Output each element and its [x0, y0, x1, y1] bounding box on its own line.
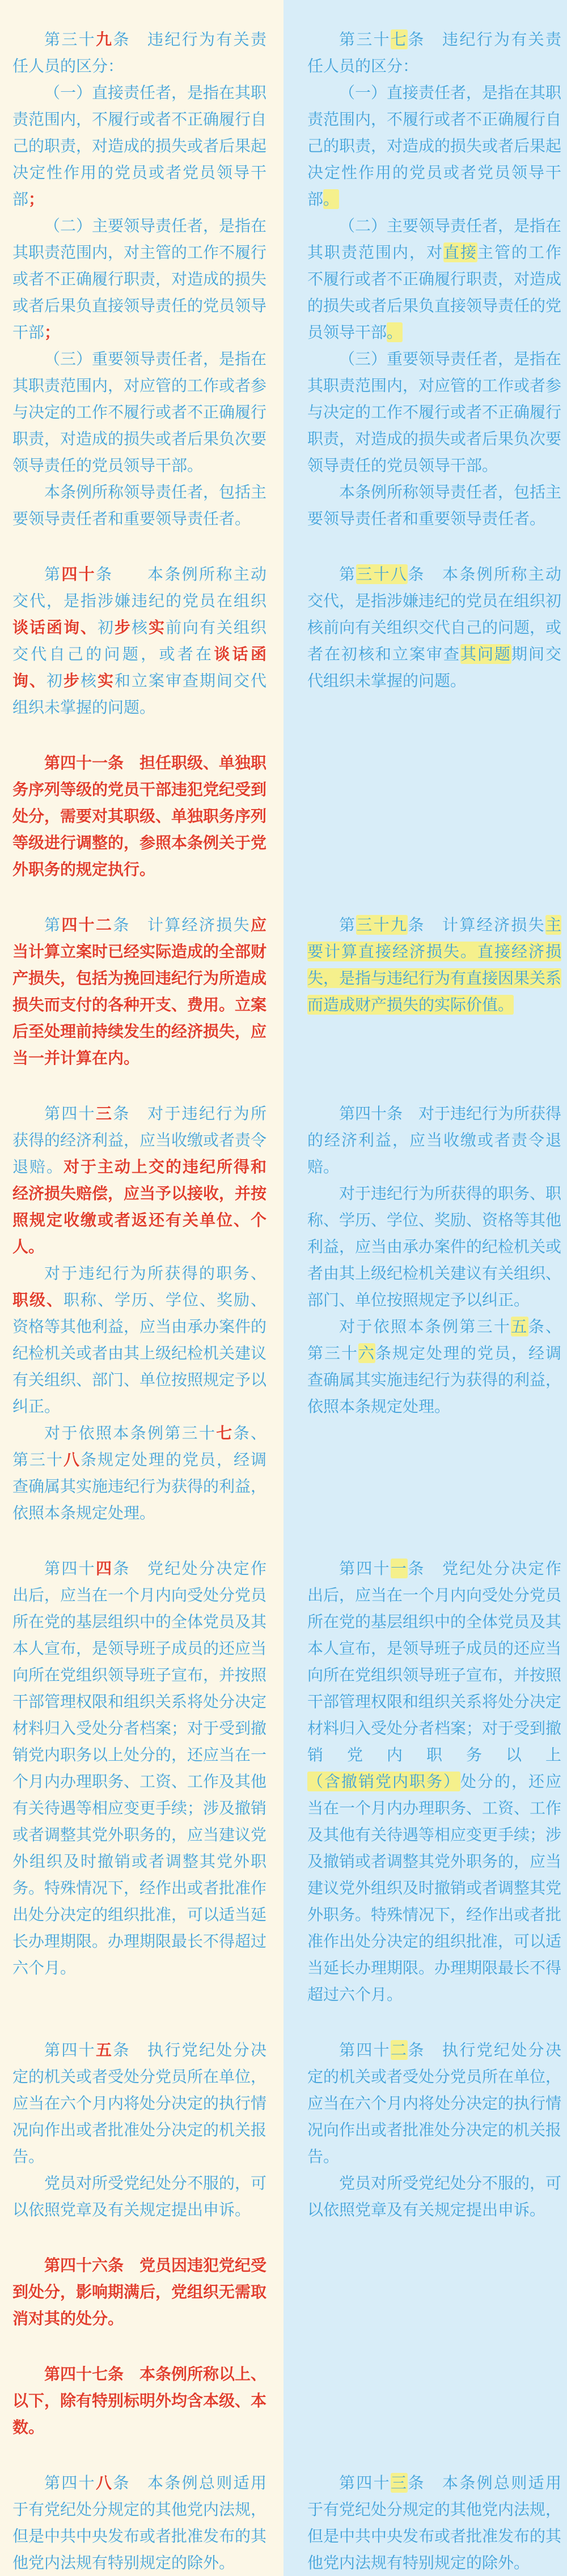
text-run: 条 执行党纪处分决定的机关或者受处分党员所在单位，应当在六个月内将处分决定的执行情况向作出或者批准处分决定的机关报告。 — [307, 2041, 562, 2165]
text-run: 条规定处理的党员，经调查确属其实施违纪行为获得的利益，依照本条规定处理。 — [12, 1451, 267, 1522]
article-new-47 — [12, 2361, 284, 2441]
removed-text-highlight: 三 — [391, 2474, 408, 2492]
removed-text-highlight: 。 — [323, 190, 340, 208]
paragraph — [12, 2252, 266, 2332]
text-run: （二）主要领导责任者，是指在其职责范围内，对 — [307, 217, 562, 261]
text-run: 条 违纪行为有关责任人员的区分： — [307, 31, 561, 75]
paragraph — [12, 2037, 266, 2170]
text-run: 对于依照本条例第三十 — [339, 1318, 511, 1335]
added-text-run: ； — [28, 190, 45, 208]
text-run: 第四十 — [44, 1105, 96, 1122]
added-text-run: 第四十七条 本条例所称以上、以下，除有特别标明外均含本级、本数。 — [12, 2365, 267, 2436]
removed-text-highlight: 二 — [391, 2041, 408, 2059]
removed-text-highlight: 三十八 — [356, 565, 408, 583]
text-run: 条 本条例所称主动交代，是指涉嫌违纪的党员在组织初核前向有关组织交代自己的问题，或者在初核和立案审查 — [307, 565, 562, 663]
text-run: 第三十 — [44, 31, 96, 48]
text-run: 处分的，还应当在一个月内办理职务、工资、工作及其他有关待遇等相应变更手续；涉及撤销或者调整其党外职务的，应当建议党外组织及时撤销或者调整其党外职务。特殊情况下，经作出或者批准作出处分决定的组织批准，可以适当延长办理期限。办理期限最长不得超过六个月。 — [307, 1773, 562, 2003]
article-new-46 — [12, 2252, 284, 2332]
text-run: 条 对于违纪行为所获得的经济利益，应当收缴或者责令退赔。 — [12, 1105, 267, 1176]
paragraph — [307, 346, 561, 479]
paragraph — [12, 2469, 266, 2576]
text-run: 第 — [44, 565, 62, 583]
text-run: 期间交代组织未掌握的问题。 — [307, 645, 561, 689]
paragraph — [307, 479, 561, 532]
text-run: 第 — [339, 916, 357, 934]
right-column-cell — [284, 2252, 567, 2361]
left-column-cell — [0, 2361, 284, 2469]
text-run: （三）重要领导责任者，是指在其职责范围内，对应管的工作或者参与决定的工作不履行或者不正确履行职责，对造成的损失或者后果负次要领导责任的党员领导干部。 — [12, 350, 267, 474]
left-column-cell — [0, 912, 284, 1100]
added-text-run: 八 — [64, 1451, 81, 1468]
paragraph — [12, 212, 266, 346]
article-new-39 — [12, 26, 284, 532]
paragraph — [307, 912, 561, 1018]
text-run: 职称、学历、学位、奖励、资格等其他利益，应当由承办案件的纪检机关或者由其上级纪检机关建议有关组织、部门、单位按照规定予以纠正。 — [12, 1291, 267, 1415]
article-old-42 — [307, 2037, 567, 2223]
text-run: （一）直接责任者，是指在其职责范围内，不履行或者不正确履行自己的职责，对造成的损失或者后果起决定性作用的党员或者党员领导干部 — [307, 84, 562, 208]
text-run: 核 — [81, 672, 98, 689]
text-run: 条 党纪处分决定作出后，应当在一个月内向受处分党员所在党的基层组织中的全体党员及其本人宣布，是领导班子成员的还应当向所在党组织领导班子宣布，并按照干部管理权限和组织关系将处分决定材料归入受处分者档案；对于受到撤销党内职务以上 — [307, 1560, 562, 1764]
text-run: 初 — [46, 672, 64, 689]
added-text-run: 谈话函询、 — [12, 619, 98, 636]
removed-text-highlight: 。 — [387, 323, 403, 341]
article-new-43 — [12, 1100, 284, 1526]
added-text-run: 四 — [96, 1560, 113, 1577]
removed-text-highlight: （含撤销党内职务） — [307, 1773, 460, 1790]
added-text-run: 应当计算立案时已经实际造成的全部财产损失，包括为挽回违纪行为所造成损失而支付的各种开支、费用。立案后至处理前持续发生的经济损失，应当一并计算在内。 — [12, 916, 267, 1067]
paragraph — [307, 2037, 561, 2170]
paragraph — [307, 561, 561, 694]
right-column-cell — [284, 2037, 567, 2252]
right-column-cell — [284, 0, 567, 561]
text-run: 条 计算经济损失 — [408, 916, 545, 934]
paragraph — [12, 1100, 266, 1260]
added-text-run: 谈话函询、 — [12, 645, 266, 689]
article-old-39 — [307, 912, 567, 1018]
text-run: （一）直接责任者，是指在其职责范围内，不履行或者不正确履行自己的职责，对造成的损失或者后果起决定性作用的党员或者党员领导干部 — [12, 84, 267, 208]
added-text-run: 第四十一条 担任职级、单独职务序列等级的党员干部违犯党纪受到处分，需要对其职级、单独职务序列等级进行调整的，参照本条例关于党外职务的规定执行。 — [12, 754, 267, 878]
text-run: 第四十 — [44, 2474, 96, 2492]
right-column-cell — [284, 1100, 567, 1555]
text-run: 本条例所称领导责任者，包括主要领导责任者和重要领导责任者。 — [307, 483, 562, 527]
text-run: 第 — [44, 916, 62, 934]
text-run: 第四十 — [44, 2041, 96, 2059]
added-text-run: 三 — [96, 1105, 113, 1122]
removed-text-highlight: 三十九 — [356, 916, 408, 934]
added-text-run: 步 — [64, 672, 81, 689]
article-new-48 — [12, 2469, 284, 2576]
text-run: （二）主要领导责任者，是指在其职责范围内，对主管的工作不履行或者不正确履行职责，对造成的损失或者后果负直接领导责任的党员领导干部 — [12, 217, 267, 341]
removed-text-highlight: 五 — [511, 1318, 528, 1335]
text-run: 本条例所称领导责任者，包括主要领导责任者和重要领导责任者。 — [12, 483, 267, 527]
right-column-cell — [284, 750, 567, 912]
right-column-cell — [284, 2469, 567, 2576]
left-column-cell — [0, 750, 284, 912]
paragraph — [12, 1555, 266, 1981]
text-run: 第四十 — [339, 2041, 391, 2059]
added-text-run: 八 — [96, 2474, 113, 2492]
added-text-run: 四十二 — [61, 916, 113, 934]
added-text-run: 实 — [98, 672, 115, 689]
paragraph — [12, 2361, 266, 2441]
text-run: 初 — [97, 619, 115, 636]
paragraph — [12, 1260, 266, 1420]
left-column-cell — [0, 0, 284, 561]
paragraph — [12, 912, 266, 1071]
text-run: （三）重要领导责任者，是指在其职责范围内，对应管的工作或者参与决定的工作不履行或者不正确履行职责，对造成的损失或者后果负次要领导责任的党员领导干部。 — [307, 350, 562, 474]
added-text-run: 实 — [148, 619, 166, 636]
added-text-run: ； — [44, 323, 61, 341]
paragraph — [12, 79, 266, 212]
text-run: 党员对所受党纪处分不服的，可以依照党章及有关规定提出申诉。 — [307, 2174, 562, 2219]
article-new-41 — [12, 750, 284, 883]
paragraph — [12, 346, 266, 479]
removed-text-highlight: 六 — [358, 1344, 375, 1362]
text-run: 条 本条例总则适用于有党纪处分规定的其他党内法规，但是中共中央发布或者批准发布的其他党内法规有特别规定的除外。 — [307, 2474, 562, 2571]
text-run: 条 本条例总则适用于有党纪处分规定的其他党内法规，但是中共中央发布或者批准发布的其他党内法规有特别规定的除外。 — [12, 2474, 267, 2571]
article-new-42 — [12, 912, 284, 1071]
text-run: 第四十 — [339, 2474, 391, 2492]
text-run: 条 计算经济损失 — [113, 916, 251, 934]
added-text-run: 九 — [96, 31, 113, 48]
paragraph — [307, 1313, 561, 1420]
paragraph — [307, 26, 561, 79]
left-column-cell — [0, 561, 284, 750]
text-run: 核 — [131, 619, 149, 636]
paragraph — [307, 212, 561, 346]
text-run: 第三十 — [339, 31, 391, 48]
text-run: 条 违纪行为有关责任人员的区分： — [12, 31, 266, 75]
right-column-cell — [284, 561, 567, 750]
article-old-40 — [307, 1100, 567, 1420]
text-run: 条 党纪处分决定作出后，应当在一个月内向受处分党员所在党的基层组织中的全体党员及其本人宣布，是领导班子成员的还应当向所在党组织领导班子宣布，并按照干部管理权限和组织关系将处分决定材料归入受处分者档案；对于受到撤销党内职务以上处分的，还应当在一个月内办理职务、工资、工作及其他有关待遇等相应变更手续；涉及撤销或者调整其党外职务的，应当建议党外组织及时撤销或者调整其党外职务。特殊情况下，经作出或者批准作出处分决定的组织批准，可以适当延长办理期限。办理期限最长不得超过六个月。 — [12, 1560, 267, 1977]
added-text-run: 步 — [114, 619, 132, 636]
text-run: 第四十 — [44, 1560, 96, 1577]
article-old-41 — [307, 1555, 567, 2008]
article-old-37 — [307, 26, 567, 532]
right-column-cell — [284, 2361, 567, 2469]
paragraph — [12, 26, 266, 79]
text-run: 条、第三十 — [12, 1424, 266, 1468]
text-run: 条 本条例所称主动交代，是指涉嫌违纪的党员在组织 — [12, 565, 266, 610]
text-run: 对于违纪行为所获得的职务、 — [44, 1264, 266, 1282]
removed-text-highlight: 其问题 — [460, 645, 511, 663]
added-text-run: 四十 — [61, 565, 96, 583]
text-run: 对于依照本条例第三十 — [44, 1424, 217, 1442]
paragraph — [12, 2170, 266, 2223]
text-run: 第四十条 对于违纪行为所获得的经济利益，应当收缴或者责令退赔。 — [307, 1105, 562, 1176]
paragraph — [307, 79, 561, 212]
right-column-cell — [284, 912, 567, 1100]
article-new-45 — [12, 2037, 284, 2223]
text-run: 对于违纪行为所获得的职务、职称、学历、学位、奖励、资格等其他利益，应当由承办案件的纪检机关或者由其上级纪检机关建议有关组织、部门、单位按照规定予以纠正。 — [307, 1185, 562, 1309]
removed-text-highlight: 直接 — [443, 244, 477, 261]
added-text-run: 职级、 — [12, 1291, 64, 1309]
left-column-cell — [0, 1100, 284, 1555]
right-column-cell — [284, 1555, 567, 2037]
article-new-40 — [12, 561, 284, 721]
added-text-run: 对于主动上交的违纪所得和经济损失赔偿，应当予以接收，并按照规定收缴或者返还有关单位、个人。 — [12, 1158, 267, 1255]
paragraph — [307, 1180, 561, 1313]
paragraph — [307, 2469, 561, 2576]
paragraph — [307, 1555, 561, 2008]
text-run: 第四十 — [339, 1560, 391, 1577]
paragraph — [12, 1420, 266, 1526]
paragraph — [307, 2170, 561, 2223]
paragraph — [12, 561, 266, 721]
left-column-cell — [0, 2037, 284, 2252]
added-text-run: 七 — [216, 1424, 234, 1442]
added-text-run: 五 — [96, 2041, 113, 2059]
text-run: 主管的工作不履行或者不正确履行职责，对造成的损失或者后果负直接领导责任的党员领导干部 — [307, 244, 562, 341]
left-column-cell — [0, 2252, 284, 2361]
added-text-run: 第四十六条 党员因违犯党纪受到处分，影响期满后，党组织无需取消对其的处分。 — [12, 2256, 267, 2327]
removed-text-highlight: 七 — [391, 31, 408, 48]
text-run: 条、第三十 — [307, 1318, 561, 1362]
text-run: 和立案审查期间交代组织未掌握的问题。 — [12, 672, 266, 716]
article-old-43 — [307, 2469, 567, 2576]
removed-text-highlight: 一 — [391, 1560, 408, 1577]
text-run: 前向有关组织交代自己的问题，或者在 — [12, 619, 266, 663]
left-column-cell — [0, 1555, 284, 2037]
paragraph — [12, 750, 266, 883]
paragraph — [307, 1100, 561, 1180]
text-run: 条规定处理的党员，经调查确属其实施违纪行为获得的利益，依照本条规定处理。 — [307, 1344, 562, 1415]
article-new-44 — [12, 1555, 284, 1981]
text-run: 第 — [339, 565, 357, 583]
left-column-cell — [0, 2469, 284, 2576]
paragraph — [12, 479, 266, 532]
article-old-38 — [307, 561, 567, 694]
text-run: 条 执行党纪处分决定的机关或者受处分党员所在单位，应当在六个月内将处分决定的执行情况向作出或者批准处分决定的机关报告。 — [12, 2041, 267, 2165]
text-run: 党员对所受党纪处分不服的，可以依照党章及有关规定提出申诉。 — [12, 2174, 267, 2219]
removed-text-highlight: 主要计算直接经济损失。直接经济损失，是指与违纪行为有直接因果关系而造成财产损失的实际价值。 — [307, 916, 562, 1014]
